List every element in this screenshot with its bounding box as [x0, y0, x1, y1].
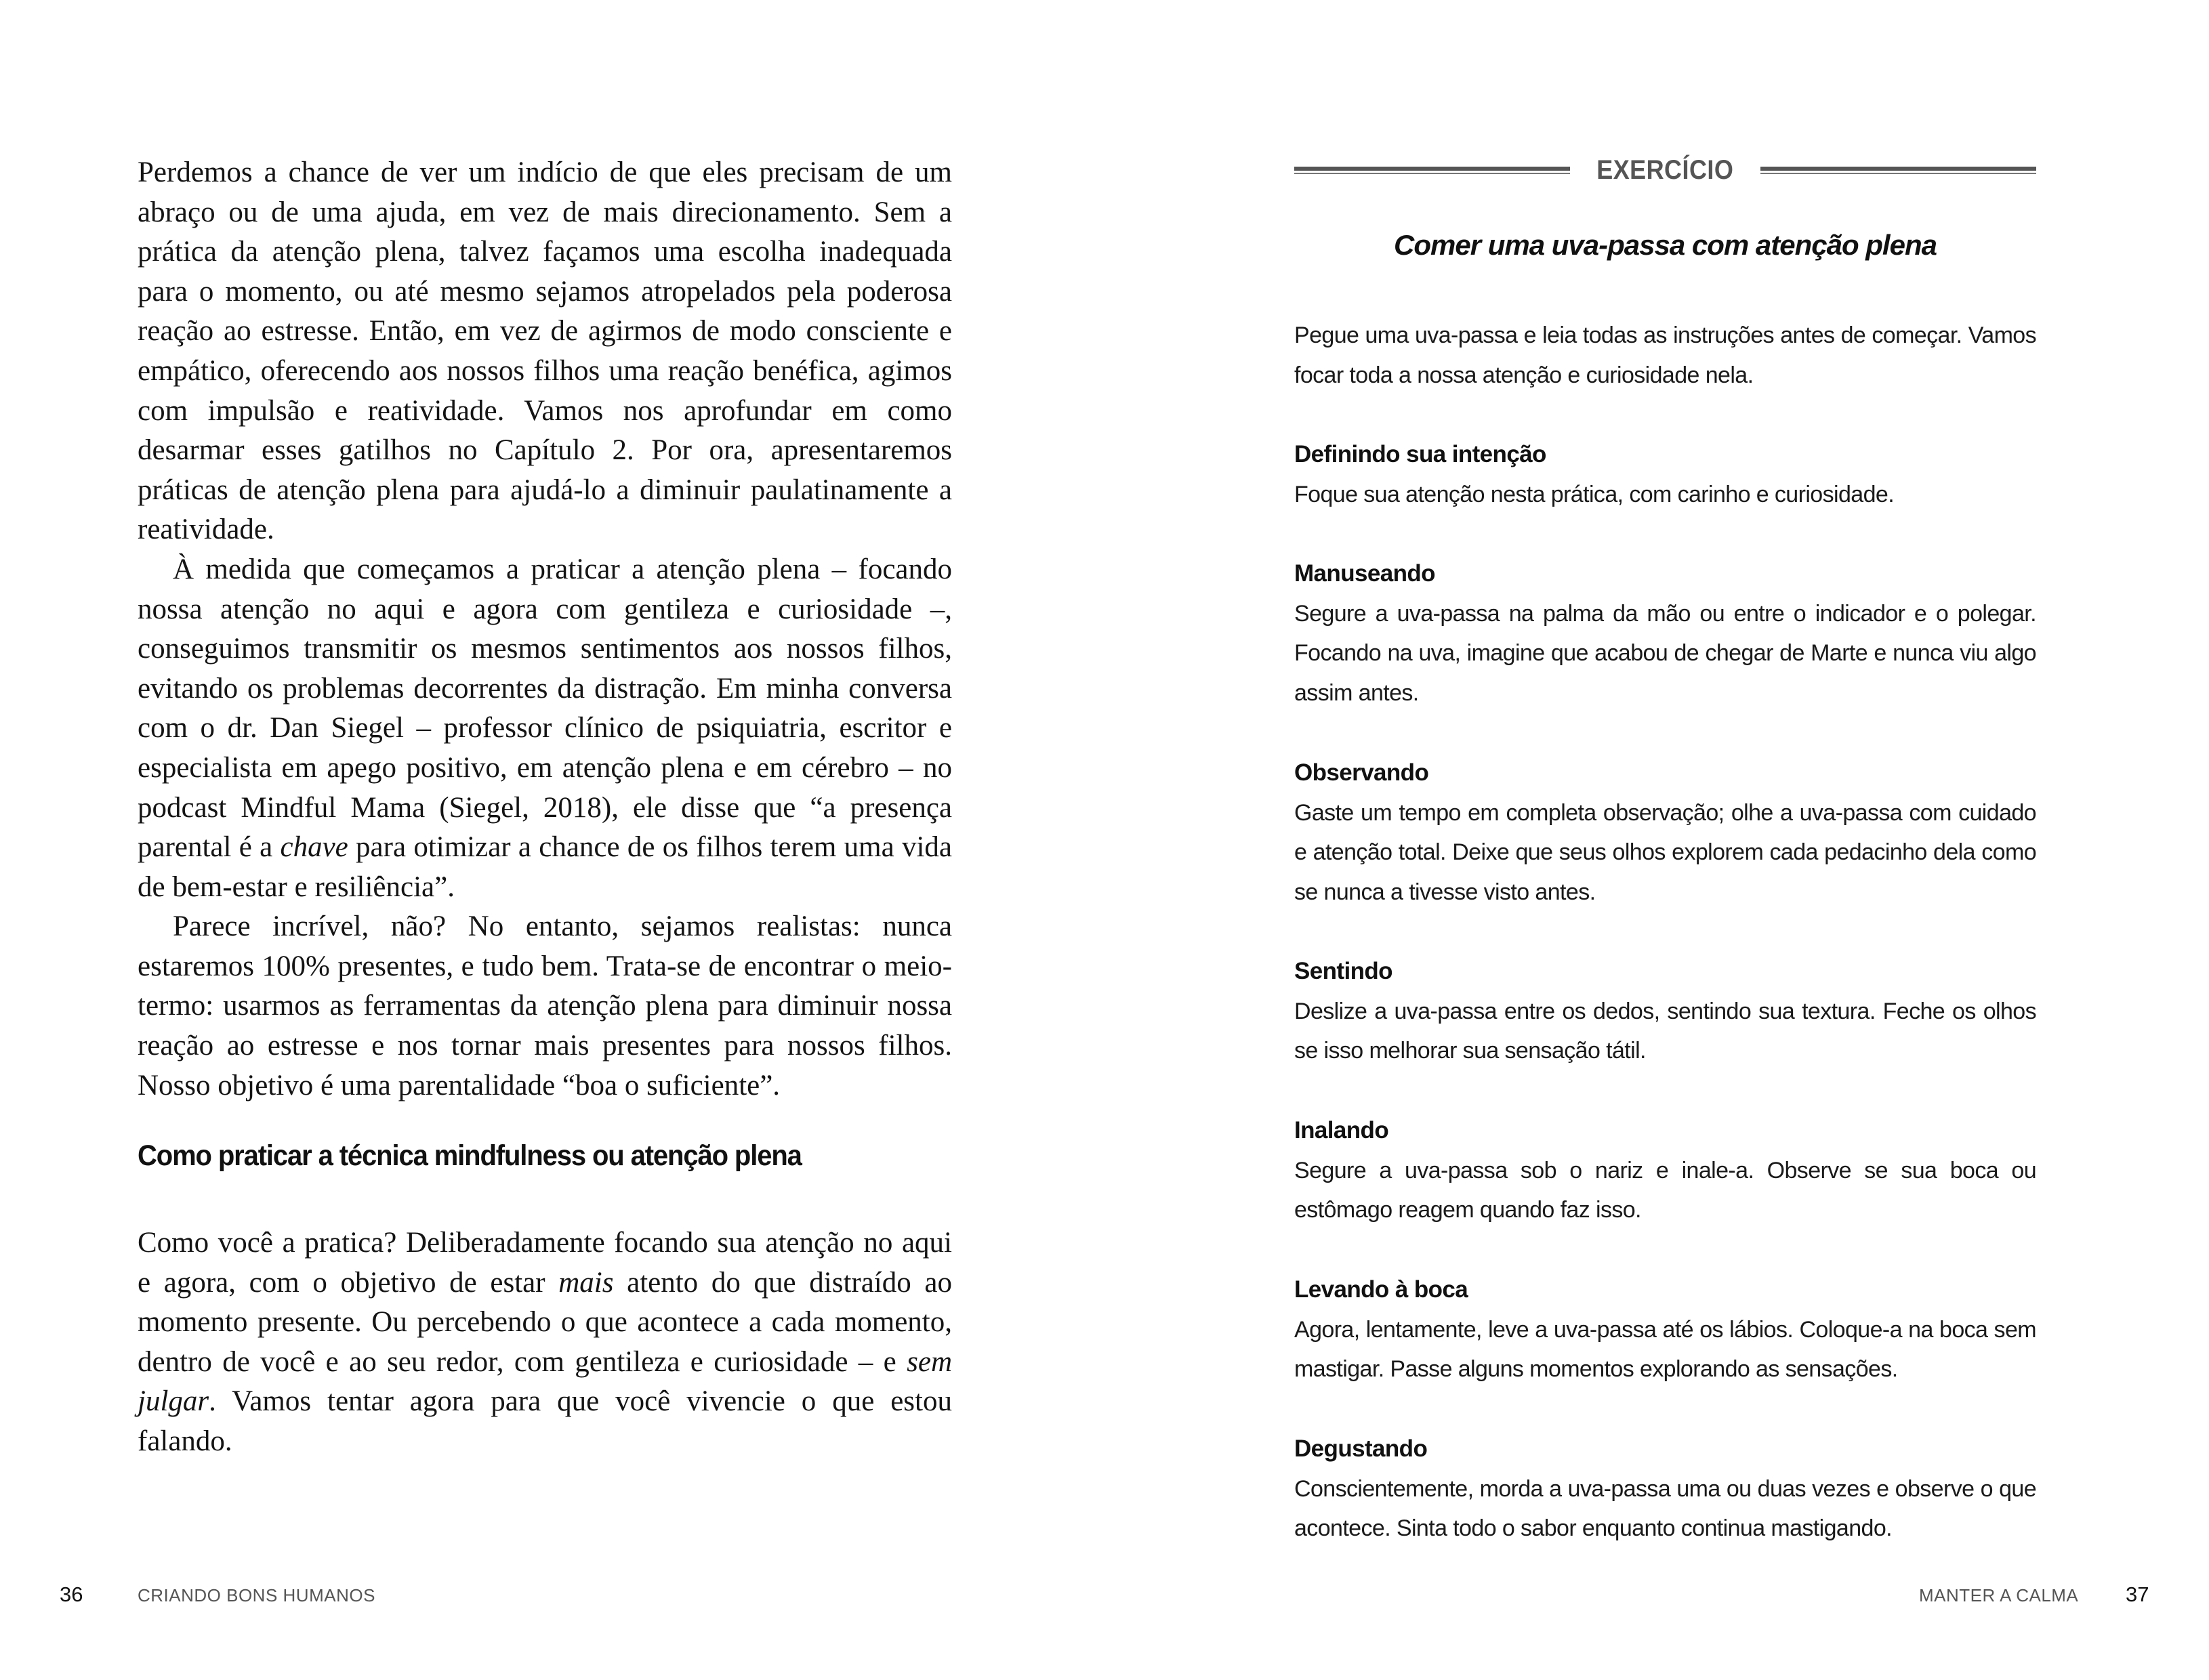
step-sentindo: [1294, 952, 2036, 1071]
page-number-right: 37: [2126, 1582, 2149, 1606]
left-page: [0, 0, 1104, 1680]
step-text: Agora, lentamente, leve a uva-passa até os lábios. Coloque-a na boca sem mastigar. Passe alguns momentos explorando as sensações.: [1294, 1316, 2036, 1382]
step-observando: [1294, 753, 2036, 912]
step-text: Foque sua atenção nesta prática, com carinho e curiosidade.: [1294, 481, 1895, 507]
step-text: Gaste um tempo em completa observação; olhe a uva-passa com cuidado e atenção total. Deixe que seus olhos explorem cada pedacinho dela como se nunca a tivesse visto antes.: [1294, 799, 2036, 905]
step-manuseando: [1294, 554, 2036, 713]
exercise-intro: Pegue uma uva-passa e leia todas as instruções antes de começar. Vamos focar toda a nossa atenção e curiosidade nela.: [1294, 322, 2036, 388]
emphasis-mais: mais: [558, 1266, 614, 1299]
step-inalando: [1294, 1111, 2036, 1230]
right-page: [1104, 0, 2209, 1680]
step-definindo: [1294, 435, 2036, 514]
emphasis-sem-julgar: sem julgar: [138, 1345, 952, 1418]
step-title: Inalando: [1294, 1117, 1389, 1143]
section-heading: Como praticar a técnica mindfulness ou atenção plena: [138, 1139, 802, 1172]
paragraph-2: À medida que começamos a praticar a atenção plena – focando nossa atenção no aqui e agora com gentileza e curiosidade –, conseguimos transmitir os mesmos sentimentos aos nossos filhos, evitando os problemas decorrentes da distração. Em minha conversa com o dr. Dan Siegel – professor clínico de psiquiatria, escritor e especialista em apego positivo, em atenção plena e em cérebro – no podcast Mindful Mama (Siegel, 2018), ele disse que “a presença parental é a chave para otimizar a chance de os filhos terem uma vida de bem-estar e resiliência”.: [138, 553, 952, 903]
step-title: Sentindo: [1294, 958, 1392, 984]
step-degustando: [1294, 1429, 2036, 1549]
running-title-left: CRIANDO BONS HUMANOS: [138, 1585, 375, 1605]
step-text: Deslize a uva-passa entre os dedos, sentindo sua textura. Feche os olhos se isso melhorar sua sensação tátil.: [1294, 998, 2036, 1064]
exercise-header: [1294, 153, 2036, 187]
body-text-top: [138, 153, 952, 1106]
paragraph-3: Parece incrível, não? No entanto, sejamos realistas: nunca estaremos 100% presentes, e tudo bem. Trata-se de encontrar o meio-termo: usarmos as ferramentas da atenção plena para diminuir nossa reação ao estresse e nos tornar mais presentes para nossos filhos. Nosso objetivo é uma parentalidade “boa o suficiente”.: [138, 910, 952, 1101]
step-title: Manuseando: [1294, 560, 1435, 587]
section-paragraph: Como você a pratica? Deliberadamente focando sua atenção no aqui e agora, com o objetivo de estar mais atento do que distraído ao momento presente. Ou percebendo o que acontece a cada momento, dentro de você e ao seu redor, com gentileza e curiosidade – e sem julgar. Vamos tentar agora para que você vivencie o que estou falando.: [138, 1227, 953, 1457]
emphasis-chave: chave: [280, 831, 348, 864]
double-rule-left: [1294, 166, 1570, 174]
page-number-left: 36: [60, 1582, 83, 1606]
step-levando-a-boca: [1294, 1270, 2036, 1389]
exercise-title: Comer uma uva-passa com atenção plena: [1394, 229, 1937, 261]
body-text-section: [138, 1223, 952, 1462]
step-text: Segure a uva-passa sob o nariz e inale-a. Observe se sua boca ou estômago reagem quando faz isso.: [1294, 1157, 2036, 1223]
double-rule-right: [1760, 166, 2036, 174]
step-text: Conscientemente, morda a uva-passa uma ou duas vezes e observe o que acontece. Sinta todo o sabor enquanto continua mastigando.: [1294, 1475, 2036, 1541]
step-title: Observando: [1294, 759, 1429, 786]
step-title: Definindo sua intenção: [1294, 441, 1546, 467]
exercise-label: EXERCÍCIO: [1596, 154, 1734, 185]
step-title: Degustando: [1294, 1435, 1428, 1462]
paragraph-1: Perdemos a chance de ver um indício de que eles precisam de um abraço ou de uma ajuda, em vez de mais direcionamento. Sem a prática da atenção plena, talvez façamos uma escolha inadequada para o momento, ou até mesmo sejamos atropelados pela poderosa reação ao estresse. Então, em vez de agirmos de modo consciente e empático, oferecendo aos nossos filhos uma reação benéfica, agimos com impulsão e reatividade. Vamos nos aprofundar em como desarmar esses gatilhos no Capítulo 2. Por ora, apresentaremos práticas de atenção plena para ajudá-lo a diminuir paulatinamente a reatividade.: [138, 156, 952, 546]
step-title: Levando à boca: [1294, 1276, 1468, 1303]
step-text: Segure a uva-passa na palma da mão ou entre o indicador e o polegar. Focando na uva, imagine que acabou de chegar de Marte e nunca viu algo assim antes.: [1294, 600, 2036, 706]
running-title-right: MANTER A CALMA: [1919, 1585, 2079, 1605]
